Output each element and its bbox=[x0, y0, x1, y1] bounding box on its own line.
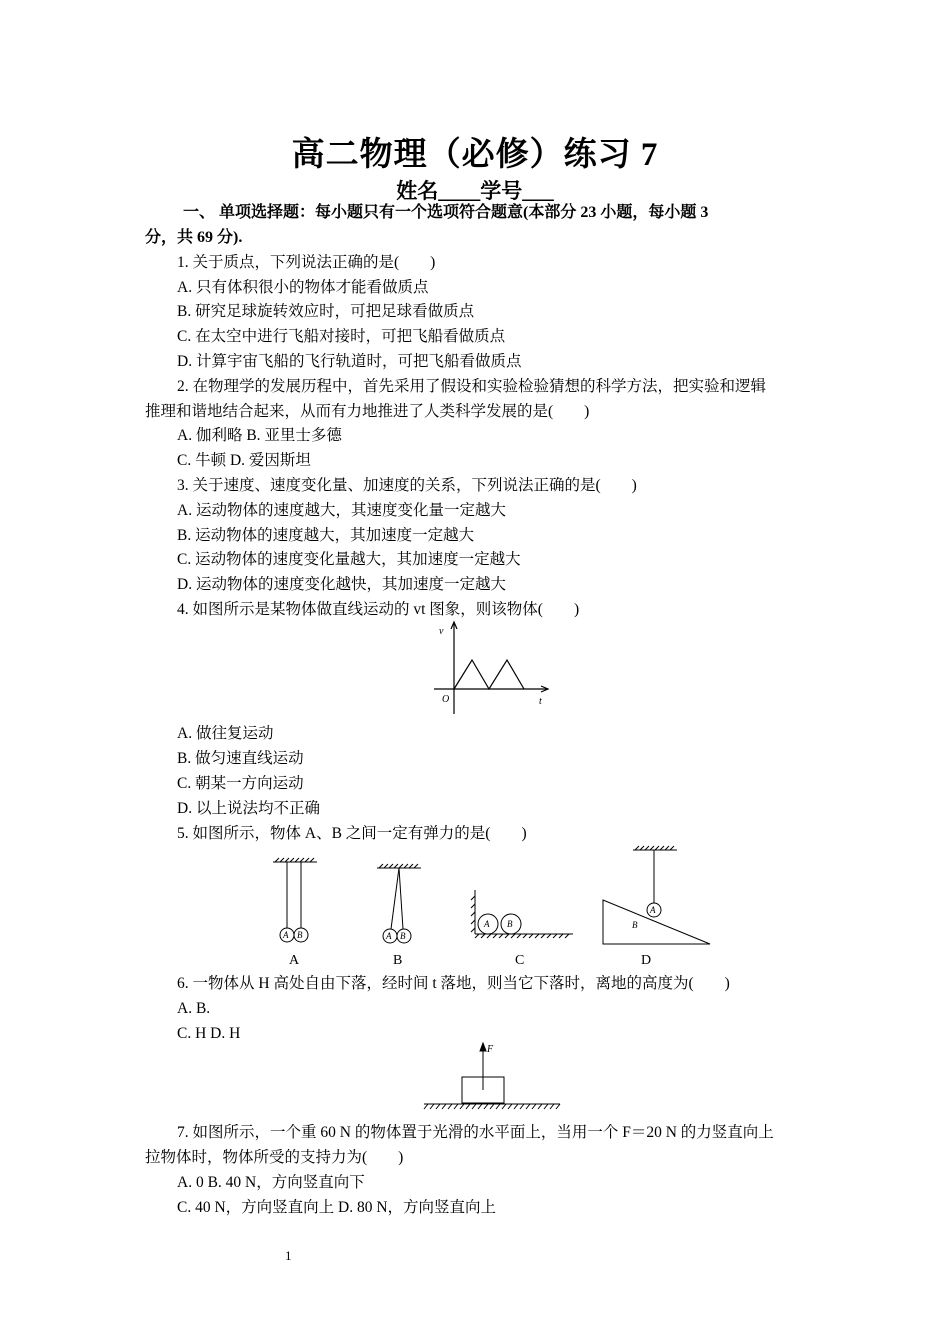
q4-stem: 4. 如图所示是某物体做直线运动的 vt 图象，则该物体( ) bbox=[177, 601, 580, 618]
q4-option-b: B. 做匀速直线运动 bbox=[177, 750, 304, 767]
force-arrowhead bbox=[480, 1043, 486, 1051]
q2-options-ab: A. 伽利略 B. 亚里士多德 bbox=[177, 427, 342, 444]
fig-c-ball-a-label: A bbox=[484, 919, 490, 929]
q3-option-b: B. 运动物体的速度越大，其加速度一定越大 bbox=[177, 527, 475, 544]
q2-stem: 2. 在物理学的发展历程中，首先采用了假设和实验检验猜想的科学方法，把实验和逻辑 bbox=[177, 378, 767, 395]
caption-d: D bbox=[641, 953, 652, 968]
q3-stem: 3. 关于速度、速度变化量、加速度的关系，下列说法正确的是( ) bbox=[177, 477, 637, 494]
q5-stem: 5. 如图所示，物体 A、B 之间一定有弹力的是( ) bbox=[177, 825, 527, 842]
fig-d-wedge-b-label: B bbox=[632, 920, 638, 930]
q4-option-a: A. 做往复运动 bbox=[177, 725, 274, 742]
q3-option-d: D. 运动物体的速度变化越快，其加速度一定越大 bbox=[177, 576, 506, 593]
q1-option-a: A. 只有体积很小的物体才能看做质点 bbox=[177, 279, 429, 296]
q3-option-c: C. 运动物体的速度变化量越大，其加速度一定越大 bbox=[177, 551, 521, 568]
elastic-force-figure bbox=[255, 842, 725, 968]
q6-options-ab: A. B. bbox=[177, 1000, 211, 1017]
v-axis-label: v bbox=[439, 626, 444, 637]
q1-option-d: D. 计算宇宙飞船的飞行轨道时，可把飞船看做质点 bbox=[177, 353, 522, 370]
page-number: 1 bbox=[285, 1248, 292, 1263]
section-heading: 一、 单项选择题：每小题只有一个选项符合题意(本部分 23 小题，每小题 3 bbox=[183, 204, 709, 221]
q1-option-c: C. 在太空中进行飞船对接时，可把飞船看做质点 bbox=[177, 328, 506, 345]
fig-d-ball-a-label: A bbox=[650, 905, 656, 915]
fig-b-ball-a-label: A bbox=[386, 931, 392, 941]
force-block-figure bbox=[420, 1040, 565, 1114]
q6-stem: 6. 一物体从 H 高处自由下落，经时间 t 落地，则当它下落时，离地的高度为( ) bbox=[177, 975, 730, 992]
force-label: F bbox=[487, 1044, 494, 1055]
q7-options-ab: A. 0 B. 40 N，方向竖直向下 bbox=[177, 1174, 365, 1191]
q6-options-cd: C. H D. H bbox=[177, 1025, 241, 1042]
t-axis-label: t bbox=[539, 696, 542, 707]
fig-b-ball-b-label: B bbox=[400, 931, 406, 941]
page-title: 高二物理（必修）练习 7 bbox=[291, 137, 659, 173]
q1-option-b: B. 研究足球旋转效应时，可把足球看做质点 bbox=[177, 303, 475, 320]
q4-option-c: C. 朝某一方向运动 bbox=[177, 775, 304, 792]
q4-option-d: D. 以上说法均不正确 bbox=[177, 800, 320, 817]
q2-stem-cont: 推理和谐地结合起来，从而有力地推进了人类科学发展的是( ) bbox=[145, 403, 590, 420]
section-heading-cont: 分，共 69 分). bbox=[145, 229, 243, 246]
figure-d bbox=[603, 846, 710, 944]
fig-a-ball-a-label: A bbox=[283, 930, 289, 940]
figure-a bbox=[273, 858, 317, 942]
origin-label: O bbox=[442, 694, 450, 705]
q2-options-cd: C. 牛顿 D. 爱因斯坦 bbox=[177, 452, 311, 469]
q7-options-cd: C. 40 N，方向竖直向上 D. 80 N，方向竖直向上 bbox=[177, 1199, 497, 1216]
fig-a-ball-b-label: B bbox=[297, 930, 303, 940]
caption-a: A bbox=[289, 953, 300, 968]
caption-b: B bbox=[393, 953, 403, 968]
q3-option-a: A. 运动物体的速度越大，其速度变化量一定越大 bbox=[177, 502, 506, 519]
figure-b bbox=[377, 864, 421, 943]
wedge-b bbox=[603, 900, 710, 944]
name-id-line: 姓名____学号___ bbox=[396, 179, 554, 203]
q1-stem: 1. 关于质点，下列说法正确的是( ) bbox=[177, 254, 436, 271]
q7-stem-cont: 拉物体时，物体所受的支持力为( ) bbox=[145, 1149, 404, 1166]
fig-c-ball-b-label: B bbox=[507, 919, 513, 929]
figure-c bbox=[471, 890, 573, 938]
vt-curve bbox=[454, 660, 524, 689]
caption-c: C bbox=[515, 953, 525, 968]
vt-graph-figure bbox=[430, 618, 555, 718]
q7-stem: 7. 如图所示，一个重 60 N 的物体置于光滑的水平面上，当用一个 F＝20 N 的力竖直向上 bbox=[177, 1124, 774, 1141]
